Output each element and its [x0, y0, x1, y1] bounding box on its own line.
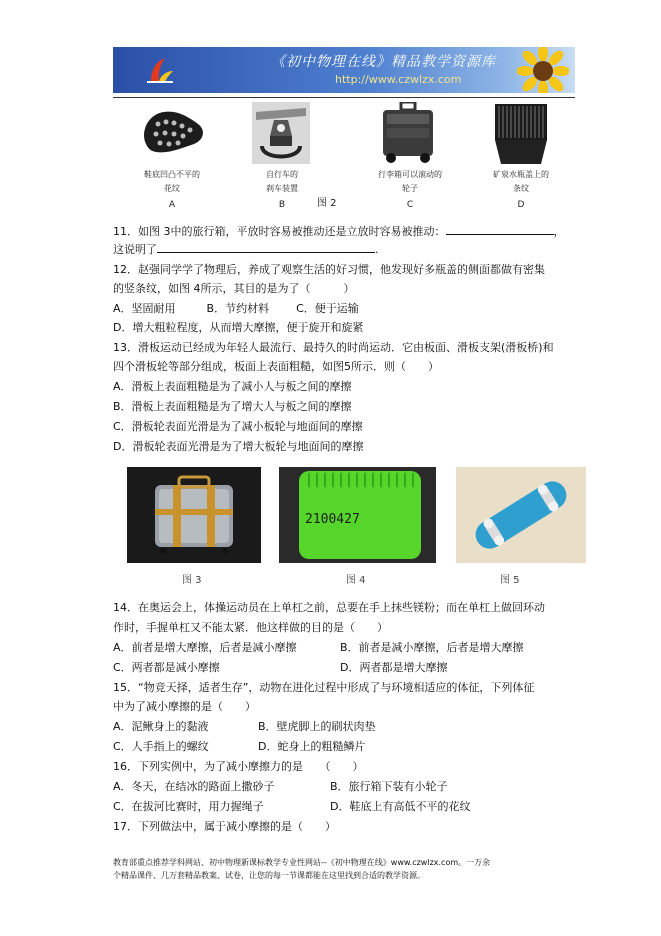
q13-option-a[interactable]: A．滑板上表面粗糙是为了减小人与板之间的摩擦: [113, 380, 352, 393]
fig2-caption-d-1: 矿泉水瓶盖上的: [493, 170, 549, 179]
q17-line1: 17．下列做法中，属于减小摩擦的是（ ）: [113, 820, 336, 833]
fig2-label: 图 2: [317, 198, 337, 209]
photo-label-fig5: 图 5: [500, 575, 520, 586]
fig2-letter-d: D: [517, 200, 525, 210]
q14-line2: 作时，手握单杠又不能太紧．他这样做的目的是（ ）: [113, 621, 388, 634]
q13-option-c[interactable]: C．滑板轮表面光滑是为了减小板轮与地面间的摩擦: [113, 420, 363, 433]
fig2-item-c: [355, 102, 465, 214]
fig2-caption-b-2: 刹车装置: [266, 184, 298, 193]
q15-option-a[interactable]: A．泥鳅身上的黏液: [113, 720, 209, 733]
q11-comma: ，: [553, 225, 565, 238]
q11-period: .: [375, 243, 379, 256]
suitcase-image: [127, 467, 261, 563]
q14-option-d[interactable]: D．两者都是增大摩擦: [340, 661, 448, 674]
photo-cap: [279, 467, 436, 563]
q12-option-b[interactable]: B．节约材料: [206, 302, 270, 315]
photo-suitcase: [127, 467, 261, 563]
q12-line2: 的竖条纹，如图 4所示，其目的是为了（ ）: [113, 282, 355, 295]
q12-line1: 12．赵强同学学了物理后，养成了观察生活的好习惯，他发现好多瓶盖的侧面都做有密集: [113, 263, 545, 276]
q15-option-d[interactable]: D．蛇身上的粗糙鳞片: [258, 740, 366, 753]
fig2-caption-b-1: 自行车的: [266, 170, 298, 179]
green-cap-image: [279, 467, 436, 563]
q15-option-c[interactable]: C．人手指上的螺纹: [113, 740, 209, 753]
q12-options-abc: [113, 301, 359, 316]
q13-line1: 13．滑板运动已经成为年轻人最流行、最持久的时尚运动．它由板面、滑板支架(滑板桥)和: [113, 341, 554, 354]
q11-answer-blank-1[interactable]: [446, 223, 554, 235]
q14-option-c[interactable]: C．两者都是减小摩擦: [113, 661, 220, 674]
fig2-caption-c-2: 轮子: [402, 184, 418, 193]
q16-option-d[interactable]: D．鞋底上有高低不平的花纹: [330, 800, 471, 813]
shoe-sole-icon: [138, 104, 208, 162]
q11-line2: [113, 241, 379, 257]
page-footer: [113, 856, 583, 882]
q13-line2: 四个滑板轮等部分组成，板面上表面粗糙，如图5所示．则（ ）: [113, 360, 439, 373]
header-url[interactable]: http://www.czwlzx.com: [335, 73, 462, 86]
q13-option-d[interactable]: D．滑板轮表面光滑是为了增大板轮与地面间的摩擦: [113, 440, 364, 453]
q11-answer-blank-2[interactable]: [157, 241, 375, 253]
cap-code-text: 2100427: [305, 512, 360, 527]
bike-brake-icon: [252, 102, 310, 164]
fig2-caption-a-1: 鞋底凹凸不平的: [144, 170, 200, 179]
q12-option-a[interactable]: A．坚固耐用: [113, 302, 176, 315]
skateboard-image: [456, 467, 586, 563]
q16-option-b[interactable]: B．旅行箱下装有小轮子: [330, 780, 448, 793]
q14-option-a[interactable]: A．前者是增大摩擦，后者是减小摩擦: [113, 641, 297, 654]
q16-option-c[interactable]: C．在拔河比赛时，用力握绳子: [113, 800, 264, 813]
q11-line1: [113, 223, 565, 239]
photo-label-fig4: 图 4: [346, 575, 366, 586]
fig2-caption-d-2: 条纹: [513, 184, 529, 193]
q15-option-b[interactable]: B．壁虎脚上的刷状肉垫: [258, 720, 376, 733]
q16-line1: 16．下列实例中，为了减小摩擦力的是 （ ）: [113, 760, 364, 773]
q15-line1: 15．“物竞天择，适者生存”，动物在进化过程中形成了与环境相适应的体征，下列体征: [113, 681, 535, 694]
photo-skateboard: [456, 467, 586, 563]
q15-line2: 中为了减小摩擦的是（ ）: [113, 700, 256, 713]
site-logo-icon: [145, 55, 175, 85]
q14-option-b[interactable]: B．前者是减小摩擦，后者是增大摩擦: [340, 641, 524, 654]
bottle-cap-icon: [491, 102, 551, 164]
footer-line2: 个精品课件、几万套精品教案、试卷，让您的每一节课都能在这里找到合适的教学资源。: [113, 871, 425, 880]
sunflower-icon: [517, 47, 569, 93]
header-banner: [113, 47, 575, 93]
q12-option-d[interactable]: D．增大粗粒程度，从而增大摩擦，便于旋开和旋紧: [113, 321, 364, 334]
q11-text: 11．如图 3中的旅行箱，平放时容易被推动还是立放时容易被推动：: [113, 225, 446, 238]
q11-text-2: 这说明了: [113, 243, 157, 256]
fig2-letter-a: A: [168, 200, 176, 210]
fig2-item-a: [128, 102, 216, 214]
photo-label-fig3: 图 3: [182, 575, 202, 586]
fig2-caption-a-2: 花纹: [164, 184, 180, 193]
header-divider: [113, 97, 575, 98]
q16-option-a[interactable]: A．冬天，在结冰的路面上撒砂子: [113, 780, 275, 793]
fig2-letter-c: C: [406, 200, 414, 210]
luggage-wheels-icon: [377, 102, 439, 164]
q12-option-c[interactable]: C．便于运输: [296, 302, 359, 315]
header-title: 《初中物理在线》精品教学资源库: [271, 54, 496, 70]
q13-option-b[interactable]: B．滑板上表面粗糙是为了增大人与板之间的摩擦: [113, 400, 352, 413]
fig2-caption-c-1: 行李箱可以滚动的: [378, 170, 442, 179]
fig2-item-d: [475, 102, 567, 214]
fig2-item-b: [238, 102, 326, 214]
q14-line1: 14．在奥运会上，体操运动员在上单杠之前，总要在手上抹些镁粉；而在单杠上做回环动: [113, 601, 545, 614]
footer-line1: 教育部重点推荐学科网站、初中物理新课标教学专业性网站--《初中物理在线》www.czwlzx.com。一万余: [113, 858, 491, 867]
fig2-letter-b: B: [278, 200, 286, 210]
